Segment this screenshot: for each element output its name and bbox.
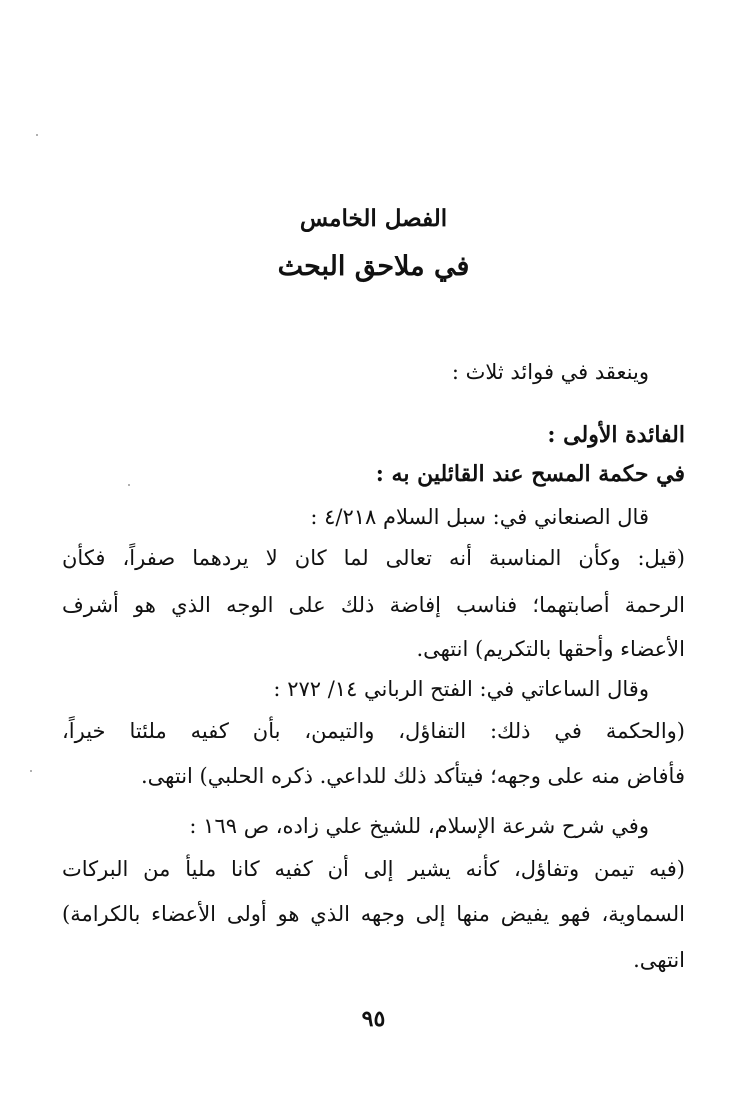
intro-line: وينعقد في فوائد ثلاث : bbox=[451, 360, 649, 384]
scan-speck bbox=[30, 770, 32, 772]
scan-speck bbox=[128, 484, 130, 486]
chapter-subtitle: في ملاحق البحث bbox=[277, 251, 470, 282]
page-number: ٩٥ bbox=[361, 1006, 386, 1032]
benefit-heading: الفائدة الأولى : bbox=[547, 422, 685, 448]
quote1-line: (قيل: وكأن المناسبة أنه تعالى لما كان لا يردهما صفراً، فكأن bbox=[62, 546, 685, 570]
quote3-line: (فيه تيمن وتفاؤل، كأنه يشير إلى أن كفيه كانا مليأ من البركات bbox=[62, 857, 685, 881]
quote2-intro: وقال الساعاتي في: الفتح الرباني ١٤/ ٢٧٢ : bbox=[273, 677, 649, 701]
quote2-line: (والحكمة في ذلك: التفاؤل، والتيمن، بأن كفيه ملئتا خيراً، bbox=[62, 719, 685, 743]
quote3-line: السماوية، فهو يفيض منها إلى وجهه الذي هو أولى الأعضاء بالكرامة) bbox=[62, 902, 685, 926]
quote2-line: فأفاض منه على وجهه؛ فيتأكد ذلك للداعي. ذكره الحلبي) انتهى. bbox=[141, 764, 685, 788]
quote1-intro: قال الصنعاني في: سبل السلام ٤/٢١٨ : bbox=[310, 505, 649, 529]
chapter-title: الفصل الخامس bbox=[299, 205, 448, 232]
quote1-line: الأعضاء وأحقها بالتكريم) انتهى. bbox=[416, 637, 685, 661]
scan-speck bbox=[36, 134, 38, 136]
quote3-intro: وفي شرح شرعة الإسلام، للشيخ علي زاده، ص ١٦٩ : bbox=[189, 814, 649, 838]
quote1-line: الرحمة أصابتهما؛ فناسب إفاضة ذلك على الوجه الذي هو أشرف bbox=[62, 593, 685, 617]
benefit-subheading: في حكمة المسح عند القائلين به : bbox=[375, 461, 685, 487]
quote3-line: انتهى. bbox=[633, 948, 685, 972]
